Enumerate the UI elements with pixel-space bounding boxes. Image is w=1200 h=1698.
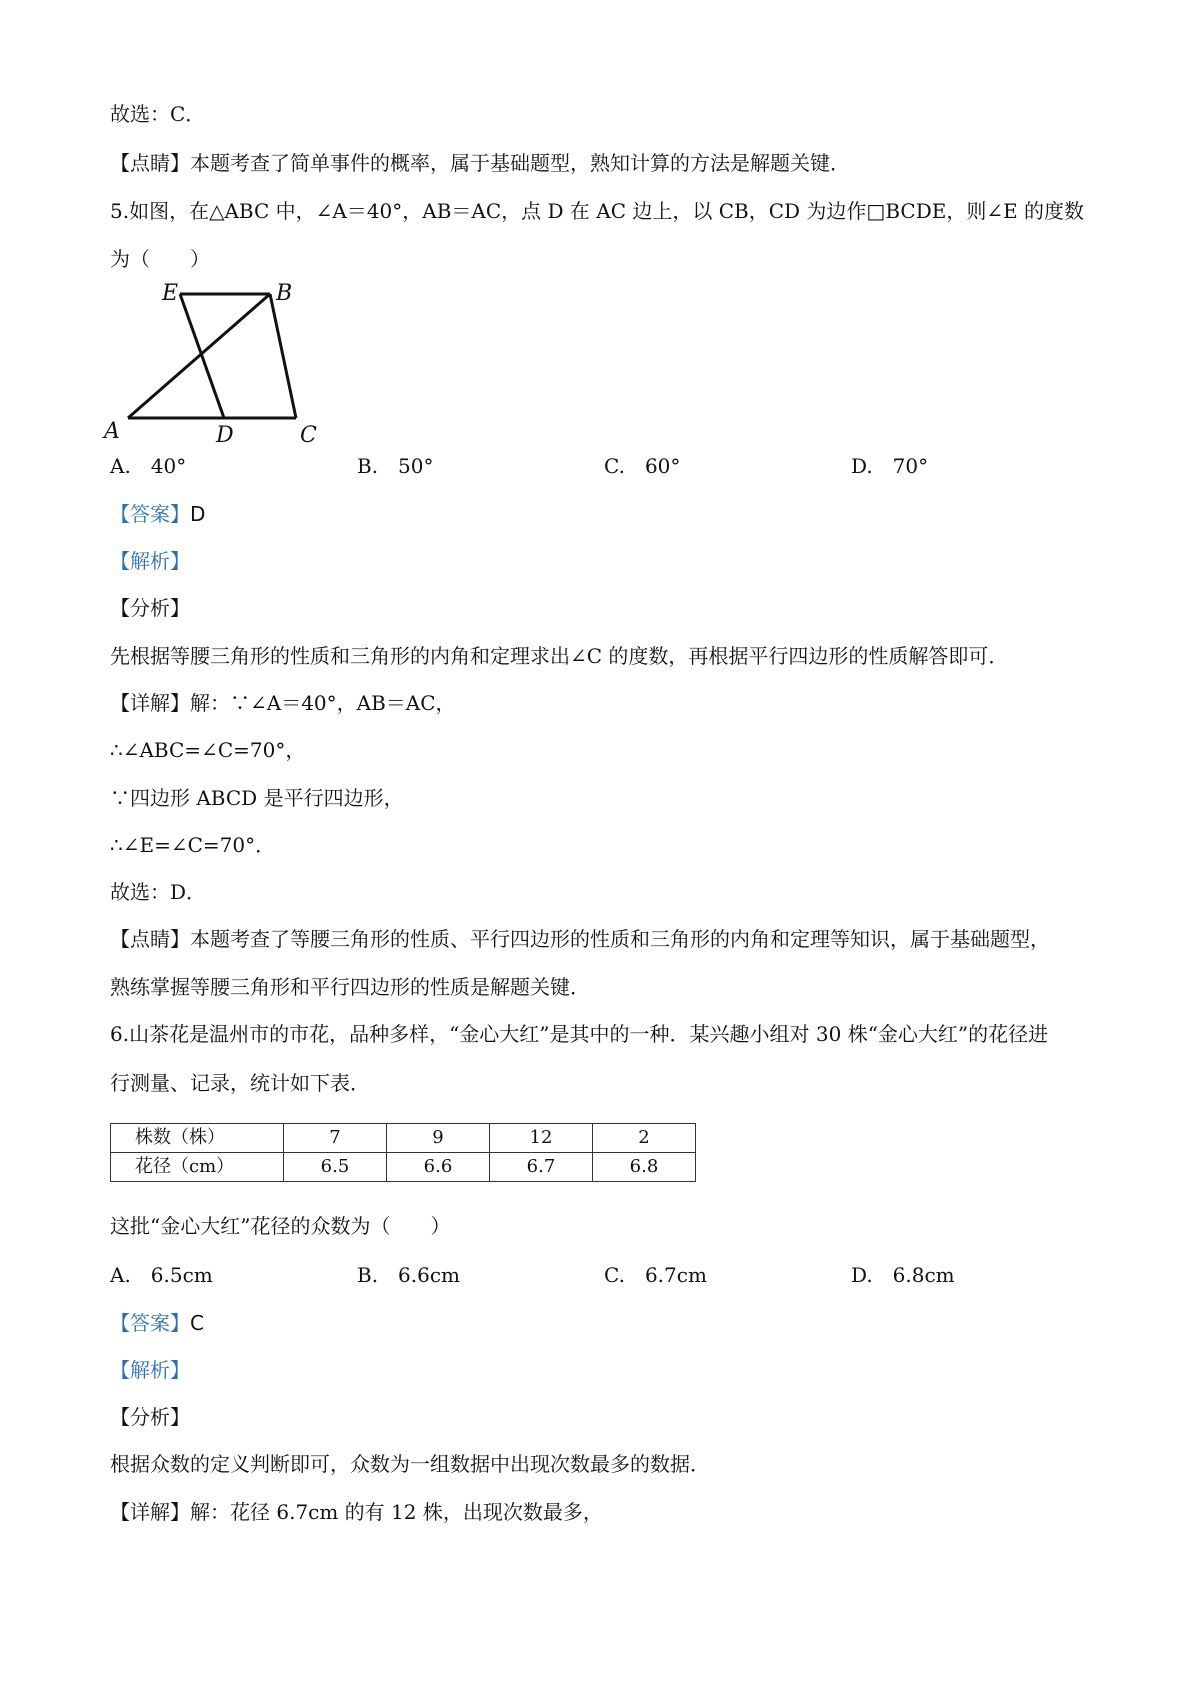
analysis-tag: 【解析】: [110, 549, 190, 573]
option-d: D. 70°: [851, 454, 929, 478]
dianjing-line: 【点睛】本题考查了等腰三角形的性质、平行四边形的性质和三角形的内角和定理等知识，属于基础题型，: [110, 927, 1050, 951]
segment-bc: [270, 294, 296, 418]
table-cell: 2: [593, 1124, 696, 1153]
text-line: 故选：C．: [110, 102, 206, 126]
option-c: C. 60°: [604, 454, 681, 478]
question-5-text: 为（ ）: [110, 247, 210, 271]
dianjing-line: 熟练掌握等腰三角形和平行四边形的性质是解题关键．: [110, 975, 590, 999]
answer-value: C: [190, 1311, 204, 1335]
parallelogram-figure: [100, 276, 340, 448]
fenxi-tag: 【分析】: [110, 596, 190, 620]
fenxi-tag: 【分析】: [110, 1405, 190, 1429]
answer-tag: 【答案】: [110, 1311, 190, 1335]
table-cell: 株数（株）: [111, 1124, 284, 1153]
table-cell: 12: [490, 1124, 593, 1153]
fenxi-text: 先根据等腰三角形的性质和三角形的内角和定理求出∠C 的度数，再根据平行四边形的性质解答即可．: [110, 644, 1009, 668]
table-cell: 7: [284, 1124, 387, 1153]
fenxi-text: 根据众数的定义判断即可，众数为一组数据中出现次数最多的数据．: [110, 1452, 710, 1476]
table-cell: 花径（cm）: [111, 1153, 284, 1182]
label-c: C: [300, 423, 317, 448]
table-cell: 6.7: [490, 1153, 593, 1182]
option-b: B. 6.6cm: [357, 1263, 461, 1287]
question-6-question: 这批“金心大红”花径的众数为（ ）: [110, 1214, 451, 1238]
table-cell: 6.6: [387, 1153, 490, 1182]
detail-line: ∵四边形 ABCD 是平行四边形，: [110, 786, 404, 810]
detail-line: ∴∠ABC=∠C=70°，: [110, 738, 306, 762]
option-b: B. 50°: [357, 454, 434, 478]
answer-tag: 【答案】: [110, 502, 190, 526]
option-a: A. 6.5cm: [110, 1263, 213, 1287]
table-row: [111, 1153, 696, 1182]
table-cell: 6.8: [593, 1153, 696, 1182]
question-6-text: 6.山茶花是温州市的市花，品种多样，“金心大红”是其中的一种．某兴趣小组对 30 株“金心大红”的花径进: [110, 1022, 1049, 1046]
detail-line: 【详解】解：花径 6.7cm 的有 12 株，出现次数最多，: [110, 1500, 603, 1524]
detail-line: ∴∠E=∠C=70°．: [110, 833, 276, 857]
label-a: A: [104, 419, 120, 444]
segment-ed: [180, 294, 224, 418]
answer-line: [110, 1309, 204, 1337]
option-a: A. 40°: [110, 454, 187, 478]
segment-ab: [128, 294, 270, 418]
option-c: C. 6.7cm: [604, 1263, 707, 1287]
choose-line: 故选：D．: [110, 880, 207, 904]
table-row: [111, 1124, 696, 1153]
question-6-text: 行测量、记录，统计如下表．: [110, 1071, 370, 1095]
text-line: 【点睛】本题考查了简单事件的概率，属于基础题型，熟知计算的方法是解题关键．: [110, 151, 850, 175]
analysis-tag: 【解析】: [110, 1358, 190, 1382]
label-d: D: [216, 423, 234, 448]
answer-line: [110, 500, 205, 528]
question-5-text: 5.如图，在△ABC 中，∠A＝40°，AB＝AC，点 D 在 AC 边上，以 CB，CD 为边作□BCDE，则∠E 的度数: [110, 199, 1085, 223]
answer-value: D: [190, 502, 206, 526]
table-cell: 9: [387, 1124, 490, 1153]
table-cell: 6.5: [284, 1153, 387, 1182]
option-d: D. 6.8cm: [851, 1263, 955, 1287]
detail-line: 【详解】解：∵∠A＝40°，AB＝AC，: [110, 691, 456, 715]
data-table: [110, 1123, 696, 1182]
label-b: B: [276, 281, 293, 306]
label-e: E: [162, 281, 179, 306]
